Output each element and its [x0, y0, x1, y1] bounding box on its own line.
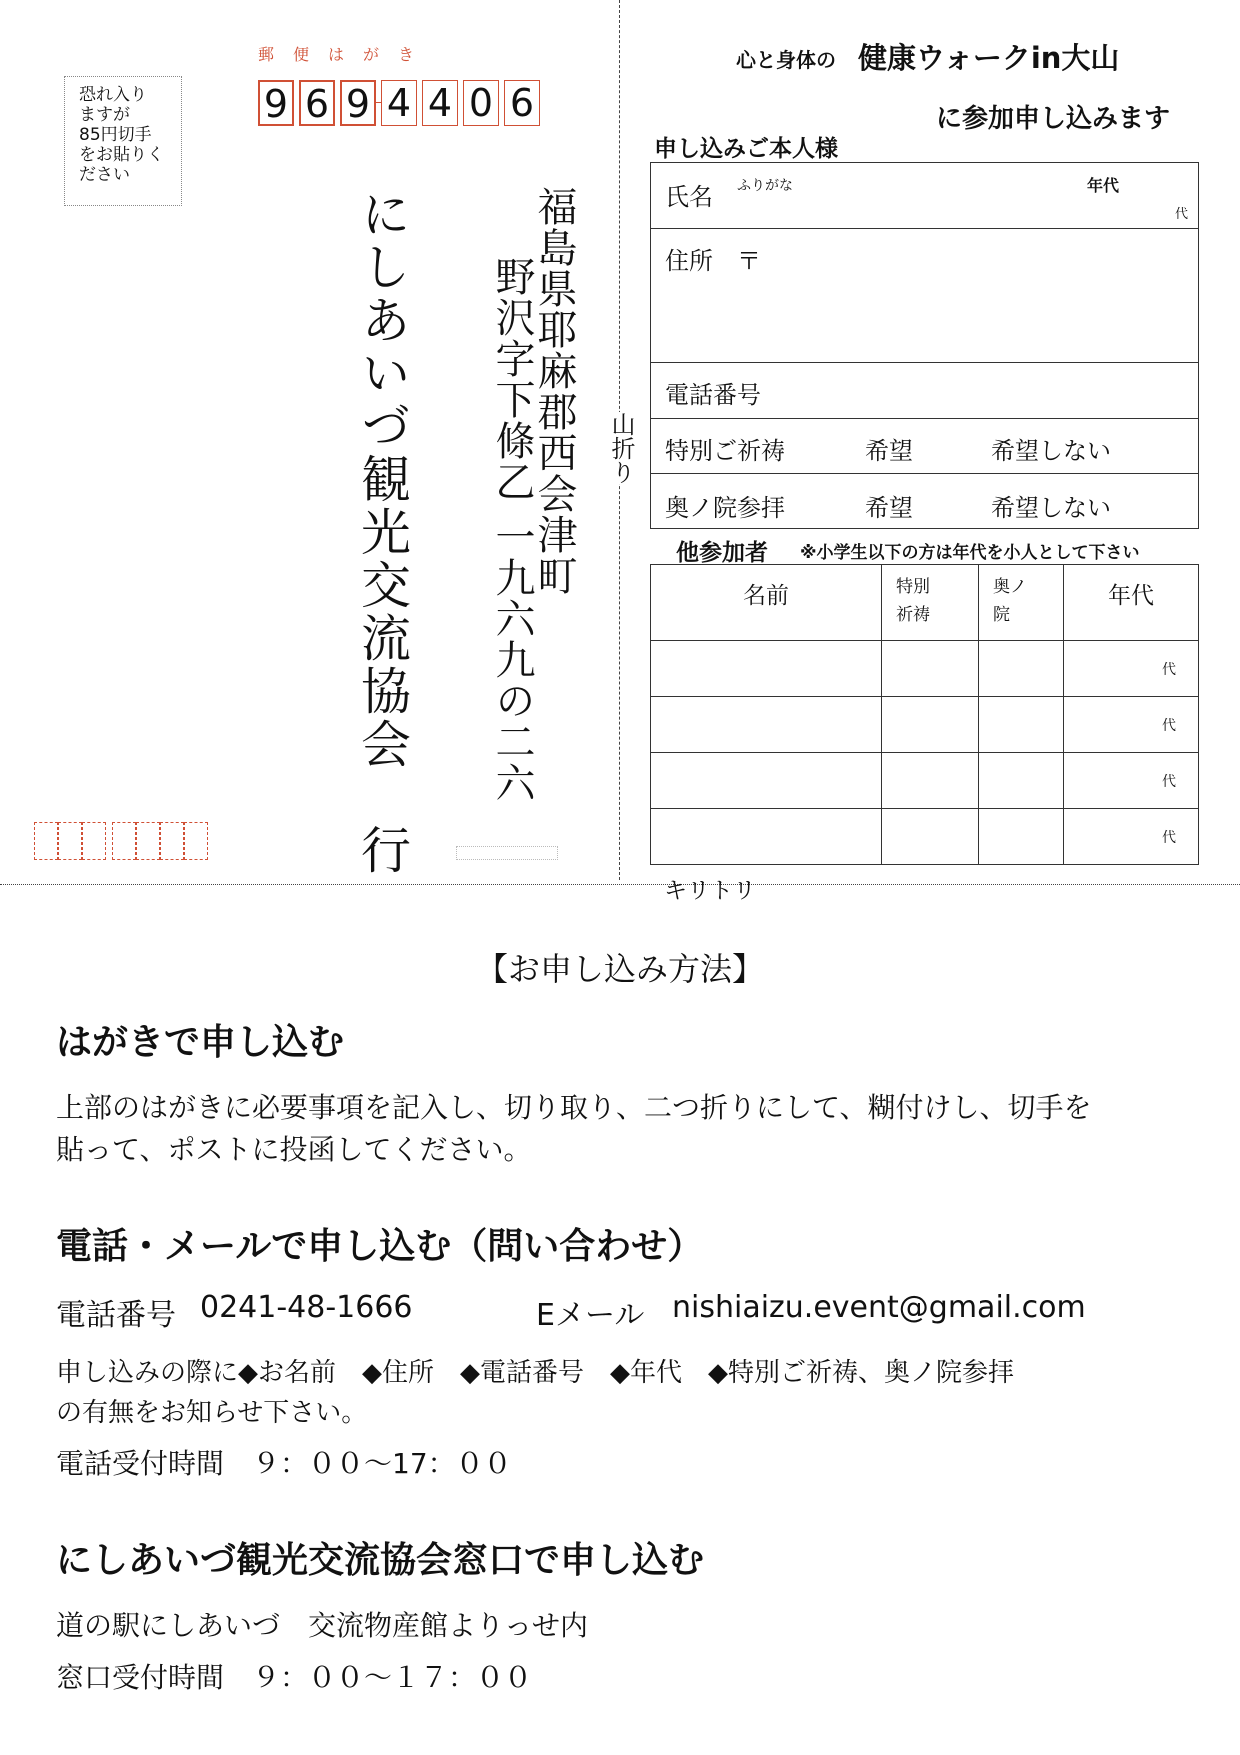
participant-row: [651, 753, 1199, 809]
other-participants-note: ※小学生以下の方は年代を小人として下さい: [800, 543, 1140, 563]
participant-prayer-cell[interactable]: [882, 753, 979, 809]
address-field[interactable]: [651, 229, 1199, 363]
zip-digit: 6: [299, 80, 335, 126]
zip-digit: 4: [422, 80, 458, 126]
okunoin-option-no[interactable]: 希望しない: [991, 494, 1111, 522]
instructions-title: 【お申し込み方法】: [475, 950, 764, 988]
participant-name-cell[interactable]: [651, 697, 882, 753]
participant-name-cell[interactable]: [651, 809, 882, 865]
other-participants-table: [650, 564, 1199, 865]
zip-digit: 6: [504, 80, 540, 126]
age-unit: 代: [1175, 207, 1189, 222]
okunoin-row: [651, 474, 1199, 529]
other-participants-heading: 他参加者: [676, 540, 768, 566]
address-line-1: 福島県耶麻郡西会津町: [531, 186, 577, 596]
participant-name-cell[interactable]: [651, 753, 882, 809]
participant-okunoin-cell[interactable]: [979, 697, 1064, 753]
col-age-header: 年代: [1064, 565, 1199, 641]
phone-field[interactable]: [651, 363, 1199, 419]
name-label: 氏名: [665, 183, 713, 211]
counter-hours: 窓口受付時間 ９：００～１７：００: [56, 1661, 533, 1694]
email-label: Eメール: [536, 1298, 645, 1333]
address-line-2: 野沢字下條乙 一九六九の二六: [489, 256, 535, 803]
col-prayer-header: 特別 祈祷: [882, 565, 979, 641]
zip-code-boxes: [258, 80, 545, 126]
email-address[interactable]: nishiaizu.event@gmail.com: [672, 1290, 1086, 1325]
participant-age-cell[interactable]: 代: [1064, 809, 1199, 865]
event-title: 健康ウォークin大山: [858, 41, 1120, 75]
furigana-label: ふりがな: [737, 178, 793, 194]
participant-age-cell[interactable]: 代: [1064, 697, 1199, 753]
sender-name-slot: [456, 846, 558, 860]
contact-notice-2: の有無をお知らせ下さい。: [56, 1398, 368, 1428]
participant-row: [651, 697, 1199, 753]
zip-digit: 9: [258, 80, 294, 126]
zip-digit: 4: [381, 80, 417, 126]
special-prayer-label: 特別ご祈祷: [665, 437, 785, 465]
prayer-option-yes[interactable]: 希望: [865, 437, 913, 465]
participant-row: [651, 809, 1199, 865]
participant-okunoin-cell[interactable]: [979, 641, 1064, 697]
stamp-placement-box: 恐れ入り ますが 85円切手 をお貼りく ださい: [64, 76, 182, 206]
sender-zip-boxes: [34, 822, 208, 860]
contact-notice-1: 申し込みの際に◆お名前 ◆住所 ◆電話番号 ◆年代 ◆特別ご祈祷、奥ノ院参拝: [56, 1358, 1014, 1388]
name-field[interactable]: [651, 163, 1199, 229]
counter-method-heading: にしあいづ観光交流協会窓口で申し込む: [56, 1540, 705, 1581]
participant-row: [651, 641, 1199, 697]
phone-hours: 電話受付時間 ９：００～17：００: [56, 1447, 512, 1480]
address-label: 住所 〒: [665, 247, 761, 275]
okunoin-option-yes[interactable]: 希望: [865, 494, 913, 522]
participant-age-cell[interactable]: 代: [1064, 641, 1199, 697]
special-prayer-row: [651, 419, 1199, 474]
participant-name-cell[interactable]: [651, 641, 882, 697]
participant-okunoin-cell[interactable]: [979, 753, 1064, 809]
postcard-method-heading: はがきで申し込む: [56, 1022, 345, 1063]
col-name-header: 名前: [651, 565, 882, 641]
zip-digit: 0: [463, 80, 499, 126]
applicant-heading: 申し込みご本人様: [654, 136, 838, 162]
participant-okunoin-cell[interactable]: [979, 809, 1064, 865]
counter-location: 道の駅にしあいづ 交流物産館よりっせ内: [56, 1609, 589, 1642]
zip-digit: 9: [340, 80, 376, 126]
postcard-method-text-2: 貼って、ポストに投函してください。: [56, 1133, 532, 1166]
participant-age-cell[interactable]: 代: [1064, 753, 1199, 809]
phone-method-heading: 電話・メールで申し込む（問い合わせ）: [56, 1226, 704, 1267]
postcard-method-text-1: 上部のはがきに必要事項を記入し、切り取り、二つ折りにして、糊付けし、切手を: [56, 1091, 1092, 1124]
cut-line: [0, 884, 1240, 885]
phone-label: 電話番号: [56, 1298, 176, 1333]
event-title-suffix: に参加申し込みます: [936, 104, 1171, 134]
participant-prayer-cell[interactable]: [882, 697, 979, 753]
postal-card-label: 郵便はがき: [258, 45, 434, 64]
event-title-prefix: 心と身体の: [736, 48, 836, 72]
cut-label: キリトリ: [664, 878, 756, 904]
phone-number[interactable]: 0241-48-1666: [200, 1290, 413, 1325]
phone-label: 電話番号: [665, 381, 761, 409]
okunoin-label: 奥ノ院参拝: [665, 494, 785, 522]
recipient-name: にしあいづ観光交流協会 行: [353, 188, 411, 877]
col-okunoin-header: 奥ノ 院: [979, 565, 1064, 641]
prayer-option-no[interactable]: 希望しない: [991, 437, 1111, 465]
participant-prayer-cell[interactable]: [882, 809, 979, 865]
participant-prayer-cell[interactable]: [882, 641, 979, 697]
fold-label: 山折り: [604, 412, 634, 484]
age-label: 年代: [1087, 176, 1120, 195]
applicant-table: [650, 162, 1199, 529]
